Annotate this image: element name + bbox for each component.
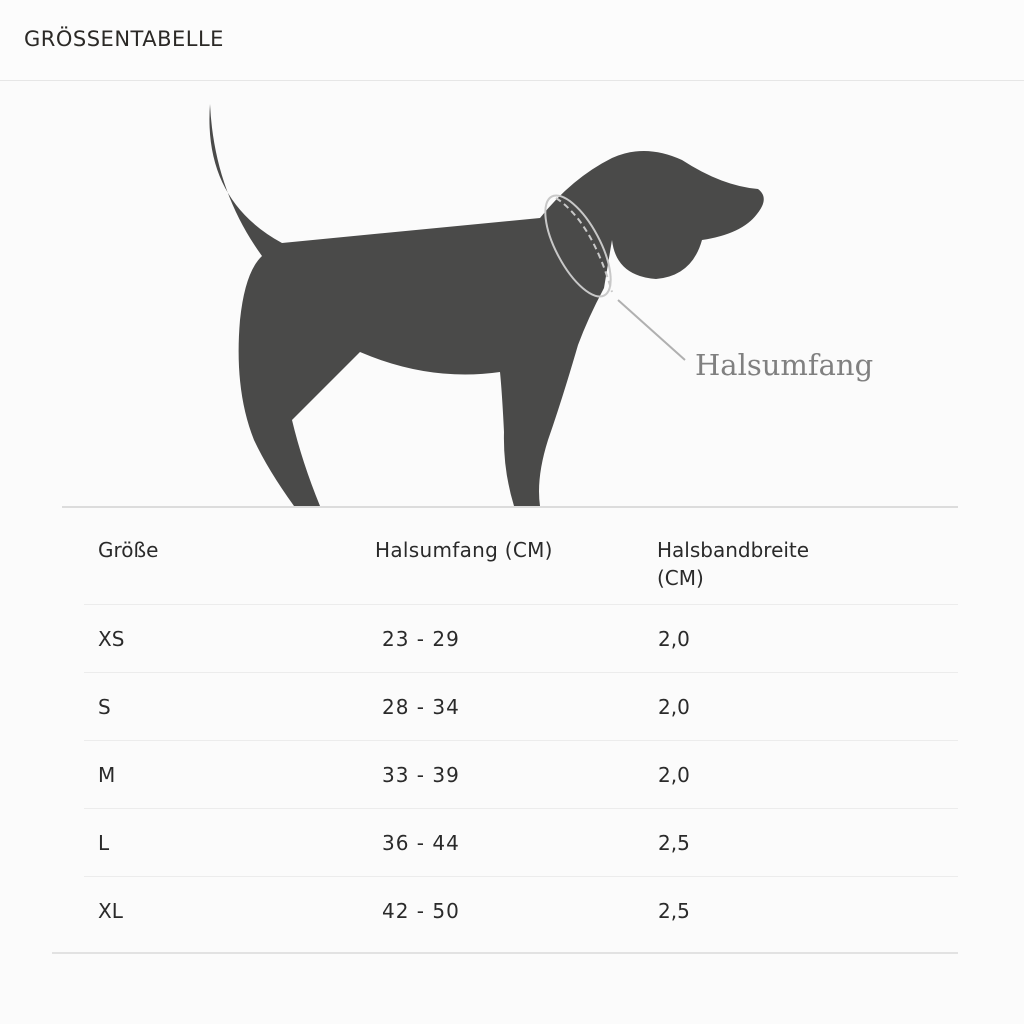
neck-cell: 28 - 34 [382,694,460,719]
column-header-width: Halsbandbreite (CM) [657,538,810,590]
column-header-size: Größe [98,538,159,562]
neck-measure-label: Halsumfang [695,348,874,382]
page-title: GRÖSSENTABELLE [24,27,224,51]
width-cell: 2,5 [658,898,690,923]
size-cell: M [98,762,116,787]
table-row [84,605,958,673]
neck-cell: 33 - 39 [382,762,460,787]
size-cell: S [98,694,111,719]
table-bottom-divider [52,952,958,954]
size-cell: L [98,830,110,855]
neck-cell: 23 - 29 [382,626,460,651]
neck-cell: 36 - 44 [382,830,460,855]
dog-silhouette-icon [209,104,763,506]
dog-illustration [0,81,1024,511]
column-header-neck: Halsumfang (CM) [375,538,553,562]
neck-cell: 42 - 50 [382,898,460,923]
size-cell: XL [98,898,123,923]
size-table [84,508,958,944]
table-row [84,673,958,741]
width-cell: 2,5 [658,830,690,855]
width-cell: 2,0 [658,762,690,787]
width-cell: 2,0 [658,626,690,651]
size-cell: XS [98,626,125,651]
table-row [84,741,958,809]
width-cell: 2,0 [658,694,690,719]
page-header [0,0,1024,81]
table-row [84,877,958,944]
table-header-row [84,508,958,605]
table-row [84,809,958,877]
